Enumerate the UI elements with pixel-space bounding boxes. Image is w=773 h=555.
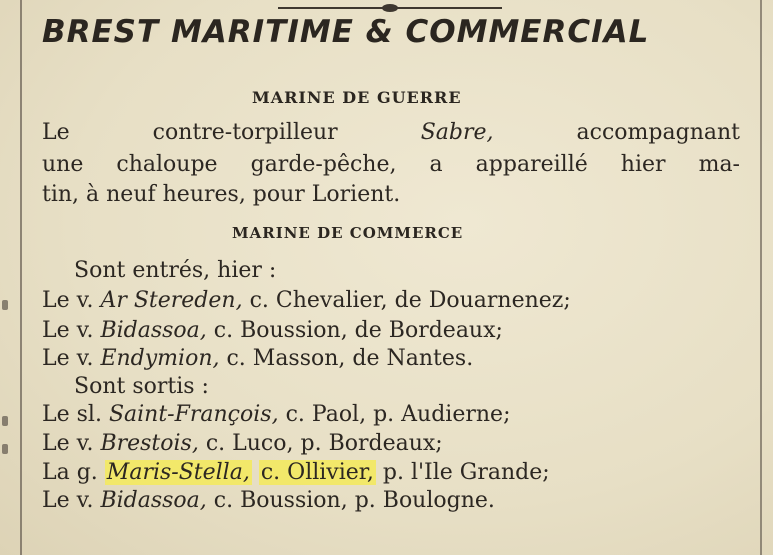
paragraph-line: tin, à neuf heures, pour Lorient. [42, 182, 401, 207]
column-rule-right [760, 0, 762, 555]
section-heading-commerce: MARINE DE COMMERCE [232, 224, 464, 242]
highlighted-ship-name: Maris-Stella, [106, 460, 250, 485]
paragraph-line: Le contre-torpilleur Sabre, accompagnant [42, 120, 740, 145]
list-item: Le v. Ar Stereden, c. Chevalier, de Douarnenez; [42, 288, 571, 313]
list-item: La g. Maris-Stella, c. Ollivier, p. l'Ile Grande; [42, 460, 550, 485]
departed-label: Sont sortis : [74, 374, 209, 399]
column-rule-left [20, 0, 22, 555]
list-item: Le sl. Saint-François, c. Paol, p. Audierne; [42, 402, 511, 427]
edge-mark [2, 300, 8, 310]
edge-mark [2, 444, 8, 454]
entered-label: Sont entrés, hier : [74, 258, 277, 283]
section-heading-guerre: MARINE DE GUERRE [252, 88, 462, 107]
ship-name: Sabre, [420, 120, 494, 145]
ornament-rule [278, 4, 502, 12]
list-item: Le v. Endymion, c. Masson, de Nantes. [42, 346, 474, 371]
list-item: Le v. Brestois, c. Luco, p. Bordeaux; [42, 431, 443, 456]
list-item: Le v. Bidassoa, c. Boussion, p. Boulogne. [42, 488, 495, 513]
paragraph-line: une chaloupe garde-pêche, a appareillé hier ma- [42, 152, 740, 177]
edge-mark [2, 416, 8, 426]
highlighted-captain: c. Ollivier, [260, 460, 374, 485]
masthead-title: BREST MARITIME & COMMERCIAL [42, 14, 650, 50]
list-item: Le v. Bidassoa, c. Boussion, de Bordeaux; [42, 318, 503, 343]
